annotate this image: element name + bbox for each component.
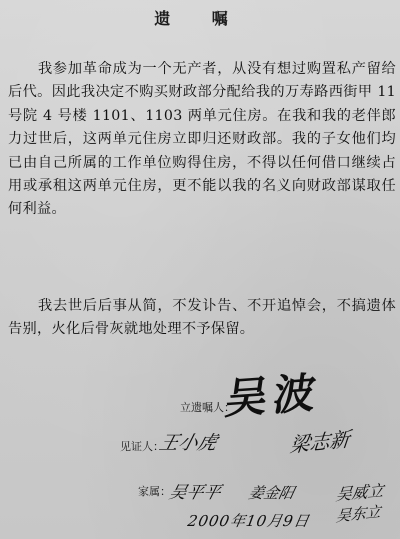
witness-signature-2: 梁志新 bbox=[288, 426, 351, 458]
witness-label: 见证人： bbox=[120, 440, 164, 453]
witness-signature-1: 王小虎 bbox=[156, 432, 220, 454]
family-signature-2: 姜金阳 bbox=[246, 484, 296, 502]
family-line bbox=[138, 483, 171, 499]
testator-signature: 吴波 bbox=[222, 367, 326, 424]
testator-label: 立遗嘱人： bbox=[180, 401, 235, 414]
family-signature-4: 吴东立 bbox=[335, 502, 382, 526]
paragraph-2: 我去世后后事从简，不发讣告、不开追悼会，不搞遗体告别，火化后骨灰就地处理不予保留。 bbox=[8, 298, 396, 338]
family-signature-3: 吴威立 bbox=[334, 480, 385, 505]
document-title: 遗 嘱 bbox=[154, 9, 246, 28]
document-date: 2000年10月9日 bbox=[186, 512, 312, 530]
family-signature-1: 吴平平 bbox=[166, 483, 223, 503]
paragraph-1: 我参加革命成为一个无产者，从没有想过购置私产留给后代。因此我决定不购买财政部分配给我的万寿路西街甲 11 号院 4 号楼 1101、1103 两单元住房。在我和我的老伴郎力过世后，这两单元住房立即归还财政部。我的子女他们均已由自己所属的工作单位购得住房，不得以任何借口继续占用或承租这两单元住房，更不能以我的名义向财政部谋取任何利益。 bbox=[8, 61, 396, 218]
family-label: 家属： bbox=[138, 485, 171, 498]
